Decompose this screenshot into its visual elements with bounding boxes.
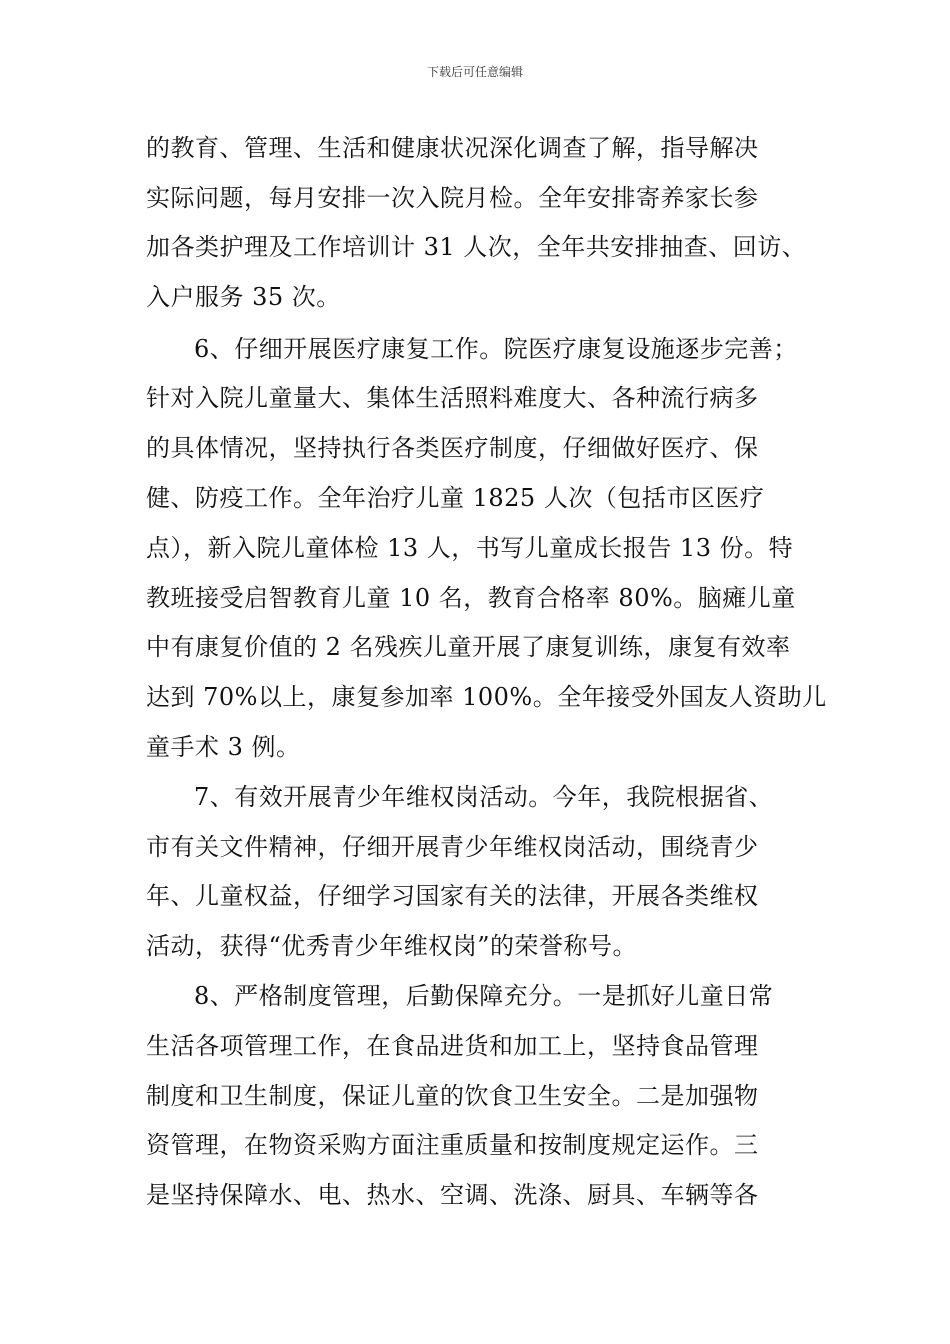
- text-line: 7、有效开展青少年维权岗活动。今年，我院根据省、: [194, 783, 774, 811]
- text-line: 是坚持保障水、电、热水、空调、洗涤、厨具、车辆等各: [146, 1181, 759, 1209]
- text-line: 制度和卫生制度，保证儿童的饮食卫生安全。二是加强物: [146, 1082, 759, 1110]
- text-line: 年、儿童权益，仔细学习国家有关的法律，开展各类维权: [146, 882, 759, 910]
- page-header: 下载后可任意编辑: [426, 65, 523, 79]
- text-line: 资管理，在物资采购方面注重质量和按制度规定运作。三: [146, 1131, 759, 1159]
- text-line: 入户服务 35 次。: [146, 283, 341, 311]
- text-line: 教班接受启智教育儿童 10 名，教育合格率 80%。脑瘫儿童: [146, 584, 796, 612]
- text-line: 达到 70%以上，康复参加率 100%。全年接受外国友人资助儿: [146, 683, 827, 711]
- text-line: 健、防疫工作。全年治疗儿童 1825 人次（包括市区医疗: [146, 484, 765, 512]
- text-line: 针对入院儿童量大、集体生活照料难度大、各种流行病多: [146, 384, 759, 412]
- text-line: 生活各项管理工作，在食品进货和加工上，坚持食品管理: [146, 1032, 759, 1060]
- text-line: 加各类护理及工作培训计 31 人次，全年共安排抽查、回访、: [146, 233, 807, 261]
- text-line: 中有康复价值的 2 名残疾儿童开展了康复训练，康复有效率: [146, 633, 791, 661]
- text-line: 8、严格制度管理，后勤保障充分。一是抓好儿童日常: [194, 982, 774, 1010]
- text-line: 市有关文件精神，仔细开展青少年维权岗活动，围绕青少: [146, 833, 759, 861]
- text-line: 活动，获得“优秀青少年维权岗”的荣誉称号。: [146, 932, 638, 960]
- text-line: 实际问题，每月安排一次入院月检。全年安排寄养家长参: [146, 184, 759, 212]
- text-line: 童手术 3 例。: [146, 733, 301, 761]
- text-line: 6、仔细开展医疗康复工作。院医疗康复设施逐步完善；: [194, 335, 798, 363]
- text-line: 的教育、管理、生活和健康状况深化调查了解，指导解决: [146, 134, 759, 162]
- text-line: 点），新入院儿童体检 13 人，书写儿童成长报告 13 份。特: [146, 534, 794, 562]
- text-line: 的具体情况，坚持执行各类医疗制度，仔细做好医疗、保: [146, 434, 759, 462]
